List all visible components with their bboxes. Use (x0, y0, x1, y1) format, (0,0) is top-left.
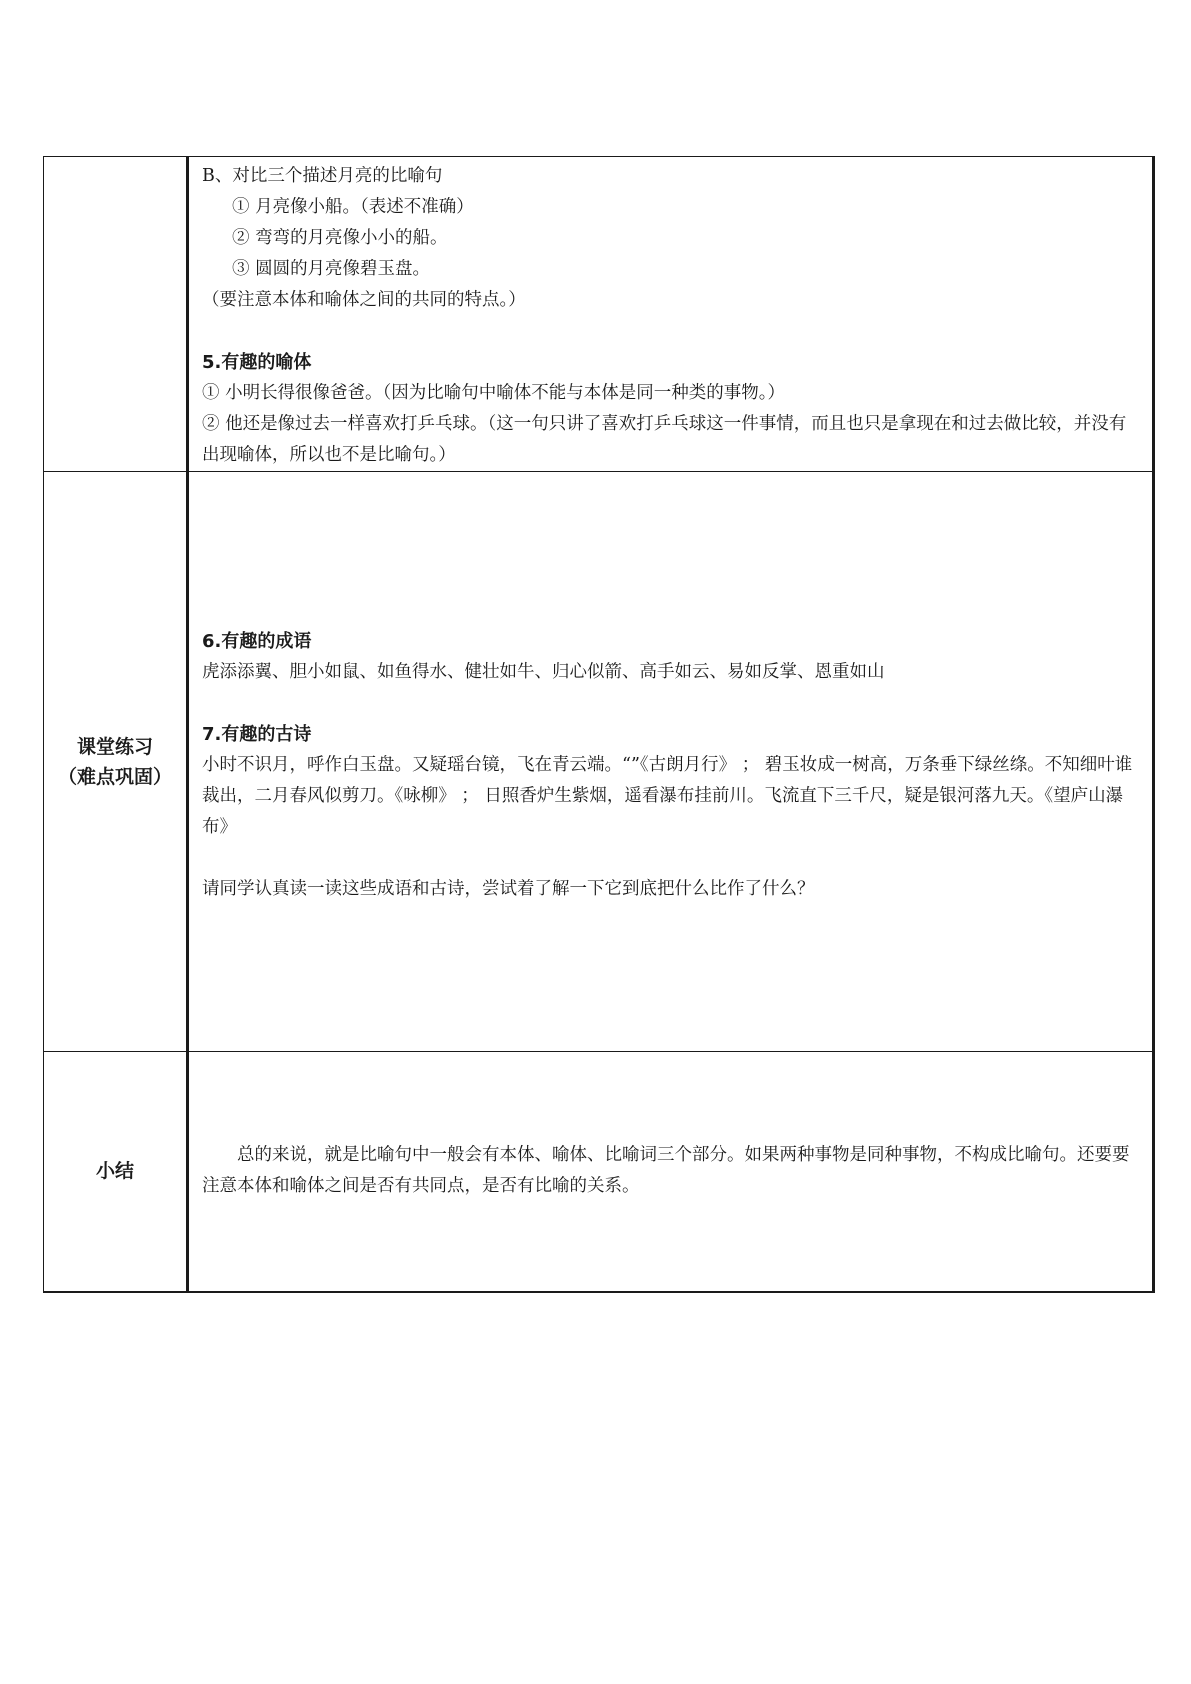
example-3: ③ 圆圆的月亮像碧玉盘。 (232, 259, 431, 279)
content-cell-explanation (188, 157, 1154, 472)
practice-label-line2: （难点巩固） (57, 765, 172, 788)
feature-note: （要注意本体和喻体之间的共同的特点。） (202, 290, 526, 310)
comparison-intro: B、对比三个描述月亮的比喻句 (202, 166, 443, 186)
table-row-summary (44, 1052, 1154, 1292)
section-5-item-2: ② 他还是像过去一样喜欢打乒乓球。（这一句只讲了喜欢打乒乓球这一件事情，而且也只是拿现在和过去做比较，并没有出现喻体，所以也不是比喻句。） (202, 414, 1127, 465)
summary-text: 总的来说，就是比喻句中一般会有本体、喻体、比喻词三个部分。如果两种事物是同种事物，不构成比喻句。还要要注意本体和喻体之间是否有共同点，是否有比喻的关系。 (202, 1145, 1130, 1197)
table-row-practice (44, 472, 1154, 1052)
section-5-item-1: ① 小明长得很像爸爸。（因为比喻句中喻体不能与本体是同一种类的事物。） (202, 383, 786, 403)
practice-prompt: 请同学认真读一读这些成语和古诗，尝试着了解一下它到底把什么比作了什么？ (202, 879, 815, 899)
row-label-summary: 小结 (44, 1052, 188, 1292)
practice-label-line1: 课堂练习 (76, 735, 153, 758)
section-5-heading: 5.有趣的喻体 (202, 352, 312, 373)
poems-text: 小时不识月，呼作白玉盘。又疑瑶台镜，飞在青云端。“”《古朗月行》 ； 碧玉妆成一树高，万条垂下绿丝绦。不知细叶谁裁出，二月春风似剪刀。《咏柳》 ； 日照香炉生紫烟，遥看瀑布挂前川。飞流直下三千尺，疑是银河落九天。《望庐山瀑布》 (202, 755, 1133, 837)
idioms-list: 虎添添翼、胆小如鼠、如鱼得水、健壮如牛、归心似箭、高手如云、易如反掌、恩重如山 (202, 662, 885, 682)
content-cell-summary (188, 1052, 1154, 1292)
lesson-plan-table (43, 156, 1155, 1293)
content-cell-practice (188, 472, 1154, 1052)
section-7-heading: 7.有趣的古诗 (202, 724, 312, 745)
example-1: ① 月亮像小船。（表述不准确） (232, 197, 474, 217)
table-row-explanation (44, 157, 1154, 472)
row-label-empty (44, 157, 188, 472)
row-label-practice (44, 472, 188, 1052)
section-6-heading: 6.有趣的成语 (202, 631, 312, 652)
example-2: ② 弯弯的月亮像小小的船。 (232, 228, 448, 248)
